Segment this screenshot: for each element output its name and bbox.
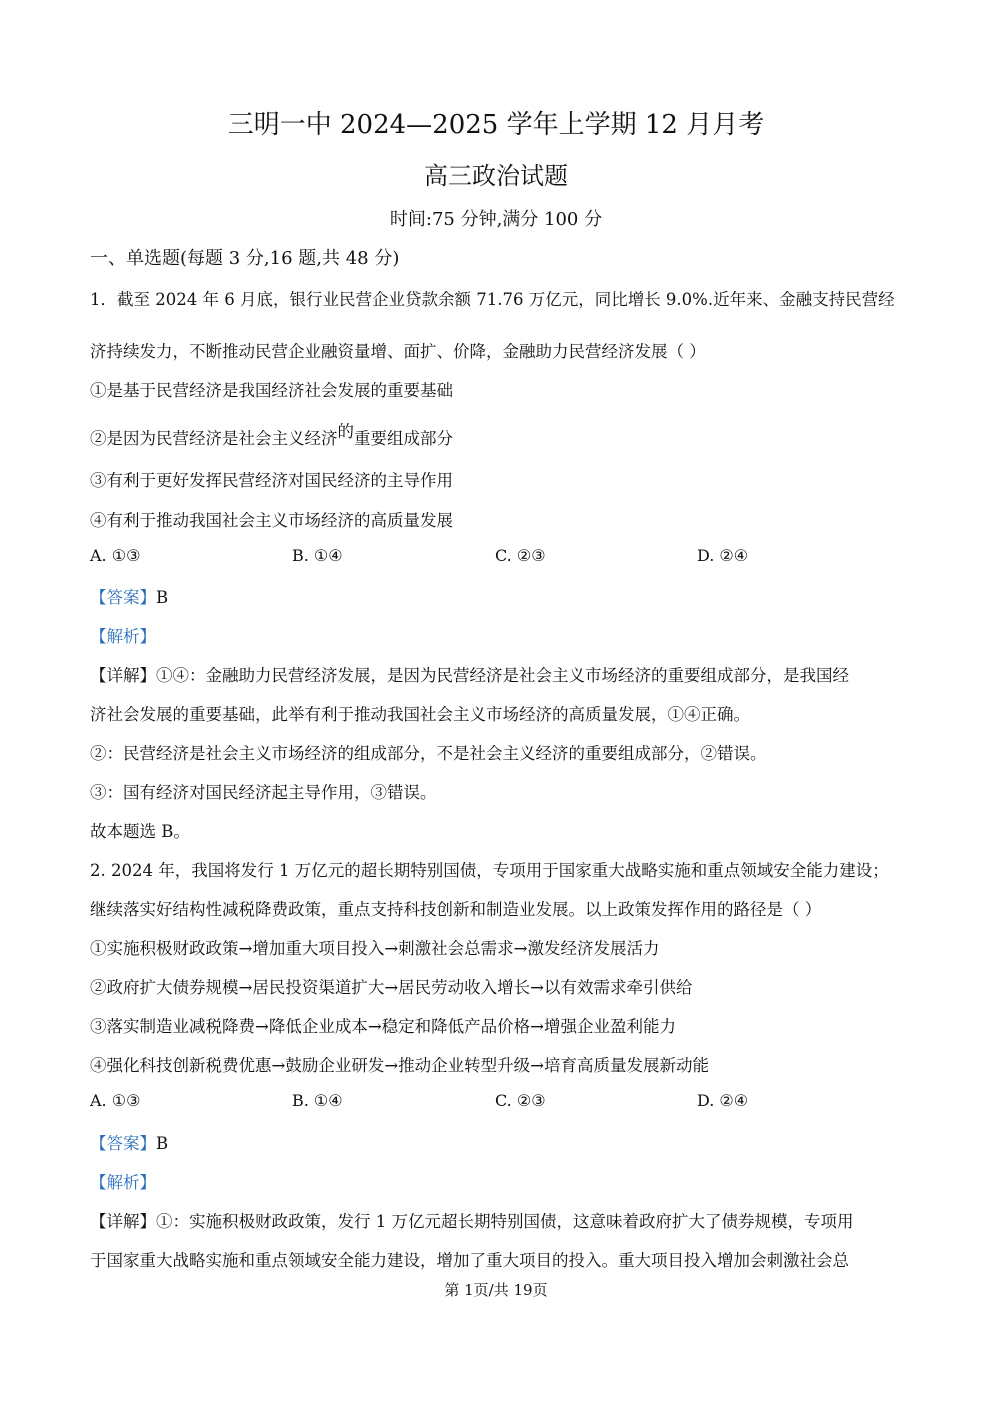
- q1-answer-tag: 【答案】: [90, 588, 156, 607]
- q1-statement-2-part2: 重要组成部分: [354, 429, 453, 448]
- q2-statement-2: ②政府扩大债券规模→居民投资渠道扩大→居民劳动收入增长→以有效需求牵引供给: [90, 978, 693, 997]
- q2-detail-line2: 于国家重大战略实施和重点领域安全能力建设，增加了重大项目的投入。重大项目投入增加会刺激社会总: [90, 1251, 849, 1270]
- q1-answer-value: B: [156, 588, 169, 607]
- page-number: 第 1页/共 19页: [444, 1281, 548, 1299]
- q1-option-c: C. ②③: [495, 546, 546, 565]
- q2-statement-4: ④强化科技创新税费优惠→鼓励企业研发→推动企业转型升级→培育高质量发展新动能: [90, 1056, 709, 1075]
- q1-detail-line2: 济社会发展的重要基础，此举有利于推动我国社会主义市场经济的高质量发展，①④正确。: [90, 705, 750, 724]
- q2-detail-text: ①：实施积极财政政策，发行 1 万亿元超长期特别国债，这意味着政府扩大了债券规模，专项用: [156, 1212, 854, 1231]
- q2-statement-1: ①实施积极财政政策→增加重大项目投入→刺激社会总需求→激发经济发展活力: [90, 939, 660, 958]
- q1-detail-line4: ③：国有经济对国民经济起主导作用，③错误。: [90, 783, 437, 802]
- q1-detail-line3: ②：民营经济是社会主义市场经济的组成部分，不是社会主义经济的重要组成部分，②错误。: [90, 744, 767, 763]
- q1-stem-line2: 济持续发力，不断推动民营企业融资量增、面扩、价降，金融助力民营经济发展（ ）: [90, 342, 706, 361]
- exam-title: 三明一中 2024—2025 学年上学期 12 月月考: [227, 110, 765, 140]
- section-heading: 一、单选题(每题 3 分,16 题,共 48 分): [90, 248, 400, 269]
- q1-option-b: B. ①④: [292, 546, 343, 565]
- q2-analysis-tag: 【解析】: [90, 1173, 156, 1192]
- q2-option-b: B. ①④: [292, 1091, 343, 1110]
- q2-answer: [90, 1130, 168, 1154]
- q2-stem-line2: 继续落实好结构性减税降费政策，重点支持科技创新和制造业发展。以上政策发挥作用的路径是（ ）: [90, 900, 822, 919]
- q1-statement-3: ③有利于更好发挥民营经济对国民经济的主导作用: [90, 471, 453, 490]
- exam-time-info: 时间:75 分钟,满分 100 分: [389, 209, 603, 230]
- q2-answer-tag: 【答案】: [90, 1134, 156, 1153]
- q2-answer-value: B: [156, 1134, 169, 1153]
- q2-detail-tag: 【详解】: [90, 1212, 156, 1231]
- q1-statement-2: [90, 422, 453, 449]
- q1-conclusion: 故本题选 B。: [90, 822, 190, 841]
- q2-option-d: D. ②④: [697, 1091, 749, 1110]
- q1-statement-4: ④有利于推动我国社会主义市场经济的高质量发展: [90, 511, 453, 530]
- q1-analysis-tag: 【解析】: [90, 627, 156, 646]
- q1-statement-1: ①是基于民营经济是我国经济社会发展的重要基础: [90, 381, 453, 400]
- q1-statement-2-part1: ②是因为民营经济是社会主义经济: [90, 429, 338, 448]
- exam-subtitle: 高三政治试题: [424, 162, 568, 190]
- q2-option-c: C. ②③: [495, 1091, 546, 1110]
- q1-stem-line1: 1．截至 2024 年 6 月底，银行业民营企业贷款余额 71.76 万亿元，同比增长 9.0%.近年来、金融支持民营经: [90, 290, 895, 309]
- q2-stem-line1: 2. 2024 年，我国将发行 1 万亿元的超长期特别国债，专项用于国家重大战略实施和重点领域安全能力建设；: [90, 861, 889, 880]
- q2-detail-line1: [90, 1208, 854, 1232]
- q1-detail-text: ①④：金融助力民营经济发展，是因为民营经济是社会主义市场经济的重要组成部分，是我国经: [156, 666, 849, 685]
- q1-detail-tag: 【详解】: [90, 666, 156, 685]
- q2-option-a: A. ①③: [90, 1091, 141, 1110]
- q1-answer: [90, 584, 168, 608]
- q2-statement-3: ③落实制造业减税降费→降低企业成本→稳定和降低产品价格→增强企业盈利能力: [90, 1017, 676, 1036]
- q1-option-d: D. ②④: [697, 546, 749, 565]
- q1-detail-line1: [90, 662, 849, 686]
- q1-option-a: A. ①③: [90, 546, 141, 565]
- q1-statement-2-raised: 的: [337, 422, 354, 441]
